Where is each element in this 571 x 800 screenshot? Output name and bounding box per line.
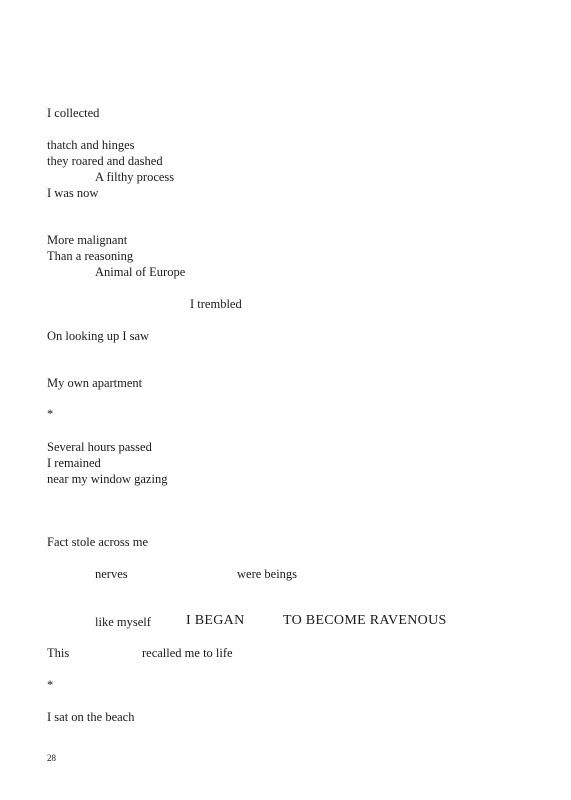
poem-fragment: like myself (95, 615, 151, 629)
poem-fragment-caps: TO BECOME RAVENOUS (283, 613, 447, 628)
poem-line: A filthy process (95, 170, 175, 184)
poem-line: Than a reasoning (47, 249, 134, 263)
poem-line: Several hours passed (47, 440, 152, 454)
poem-line: I collected (47, 106, 100, 120)
poem-line: thatch and hinges (47, 138, 135, 152)
poem-line: I remained (47, 456, 101, 470)
poem-line: More malignant (47, 233, 128, 247)
poem-line: Animal of Europe (95, 265, 186, 279)
poem-line: I was now (47, 186, 99, 200)
poem-line: they roared and dashed (47, 154, 163, 168)
poem-fragment: This (47, 646, 70, 660)
poem-fragment-caps: I BEGAN (186, 613, 245, 628)
section-separator: * (47, 407, 54, 421)
poem-fragment: nerves (95, 567, 128, 581)
poem-line: On looking up I saw (47, 329, 150, 343)
section-separator: * (47, 678, 54, 692)
page-number: 28 (47, 753, 56, 763)
poem-fragment: recalled me to life (142, 646, 233, 660)
poem-line: My own apartment (47, 376, 143, 390)
poem-fragment: were beings (237, 567, 298, 581)
poem-line: near my window gazing (47, 472, 168, 486)
poem-line: I trembled (190, 297, 242, 311)
poem-line: Fact stole across me (47, 535, 149, 549)
poem-line: I sat on the beach (47, 710, 135, 724)
